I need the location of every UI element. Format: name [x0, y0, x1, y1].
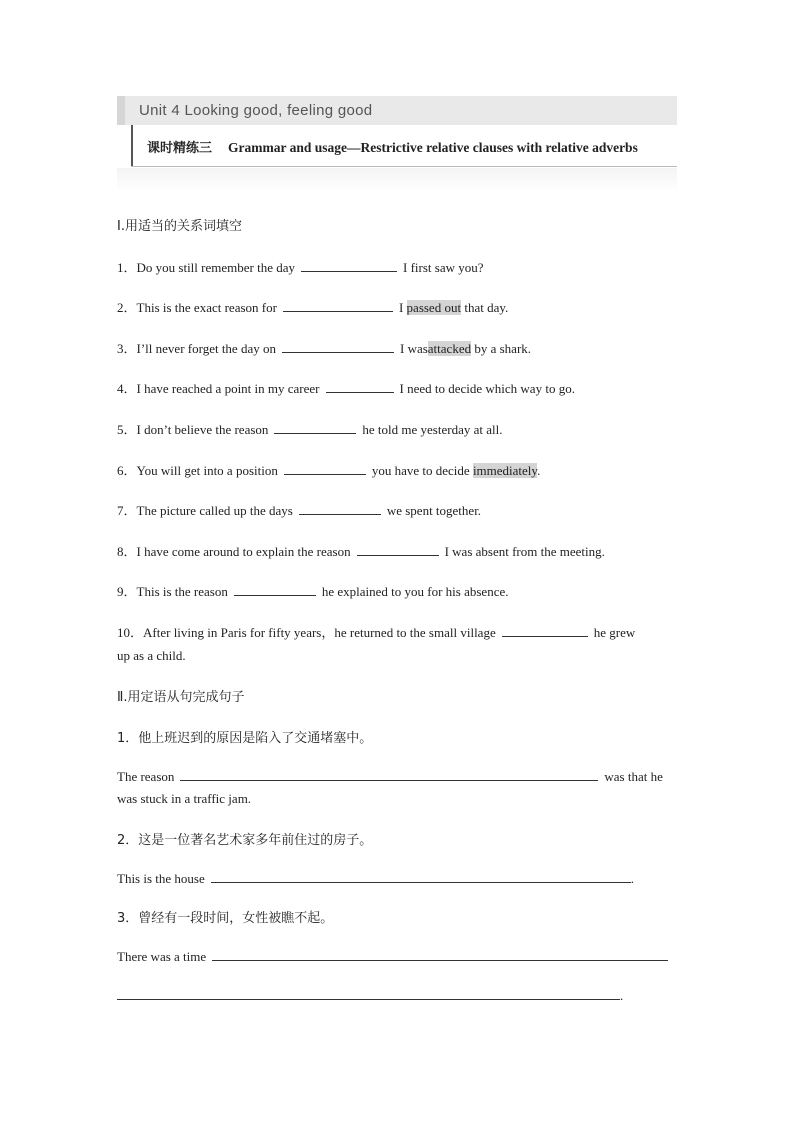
answer-blank[interactable]	[326, 379, 394, 393]
question-text: This is the exact reason for	[136, 300, 277, 315]
question-number: 3．	[117, 341, 137, 356]
answer-blank[interactable]	[212, 947, 668, 961]
question-text: he grew	[593, 625, 636, 640]
answer-tail: .	[630, 871, 634, 886]
answer-lead: This is the house	[117, 871, 205, 886]
highlighted-phrase: attacked	[427, 341, 472, 356]
answer-blank[interactable]	[234, 582, 316, 596]
question-1-10-continued: up as a child.	[117, 648, 186, 663]
question-text: I	[398, 300, 404, 315]
question-2-2-prompt	[117, 829, 372, 848]
unit-title: Unit 4 Looking good, feeling good	[139, 102, 373, 119]
question-1-3	[117, 338, 531, 357]
answer-blank[interactable]	[301, 258, 397, 272]
question-text: I don’t believe the reason	[136, 422, 269, 437]
highlighted-phrase: passed out	[406, 300, 462, 315]
answer-blank[interactable]	[117, 986, 620, 1000]
question-number: 3．	[117, 911, 139, 926]
chinese-prompt: 曾经有一段时间，女性被瞧不起。	[138, 911, 334, 926]
question-text: You will get into a position	[136, 463, 278, 478]
question-1-5	[117, 419, 502, 438]
highlighted-phrase: immediately	[472, 463, 538, 478]
question-1-7	[117, 500, 481, 519]
lesson-title-cn: 课时精练三	[147, 141, 213, 156]
question-1-2	[117, 297, 508, 316]
question-2-3-answer	[117, 947, 668, 965]
question-1-8	[117, 541, 605, 560]
question-text: he told me yesterday at all.	[362, 422, 503, 437]
chinese-prompt: 他上班迟到的原因是陷入了交通堵塞中。	[138, 731, 373, 746]
header-shadow	[117, 168, 677, 192]
question-text: I have reached a point in my career	[136, 381, 320, 396]
question-1-1	[117, 257, 484, 276]
question-number: 5．	[117, 422, 137, 437]
question-number: 2．	[117, 300, 137, 315]
question-text: After living in Paris for fifty years，he returned to the small village	[143, 625, 496, 640]
question-text: we spent together.	[386, 503, 482, 518]
question-number: 9．	[117, 584, 137, 599]
question-text: you have to decide	[371, 463, 470, 478]
section-1-title: Ⅰ.用适当的关系词填空	[117, 219, 242, 234]
question-number: 1．	[117, 260, 137, 275]
question-text: he explained to you for his absence.	[321, 584, 509, 599]
header-accent-bar	[117, 96, 125, 125]
answer-blank[interactable]	[283, 298, 393, 312]
answer-tail: was that he	[604, 769, 663, 784]
answer-blank[interactable]	[274, 420, 356, 434]
question-2-1-answer	[117, 767, 663, 785]
question-text: I was absent from the meeting.	[444, 544, 605, 559]
question-text: Do you still remember the day	[136, 260, 296, 275]
question-text: that day.	[464, 300, 509, 315]
question-2-3-answer-line-2	[117, 986, 623, 1004]
question-text: I first saw you?	[403, 260, 484, 275]
header-divider-vertical	[131, 125, 133, 166]
answer-lead: The reason	[117, 769, 175, 784]
question-1-4	[117, 378, 575, 397]
answer-tail: .	[620, 988, 624, 1003]
question-number: 10．	[117, 625, 144, 640]
question-text: The picture called up the days	[136, 503, 293, 518]
answer-lead: There was a time	[117, 949, 207, 964]
question-text: I need to decide which way to go.	[399, 381, 575, 396]
question-2-2-answer	[117, 869, 634, 887]
question-1-9	[117, 581, 509, 600]
question-text: I’ll never forget the day on	[136, 341, 276, 356]
question-number: 2．	[117, 833, 139, 848]
question-text: I have come around to explain the reason	[136, 544, 351, 559]
question-text: by a shark.	[474, 341, 532, 356]
unit-header	[117, 96, 677, 193]
lesson-title	[147, 137, 638, 156]
answer-blank[interactable]	[299, 501, 381, 515]
question-2-1-prompt	[117, 727, 372, 746]
question-2-1-continued: was stuck in a traffic jam.	[117, 791, 252, 806]
section-2-title: Ⅱ.用定语从句完成句子	[117, 690, 245, 705]
question-text: I was	[399, 341, 428, 356]
question-text: .	[537, 463, 541, 478]
question-number: 1．	[117, 731, 139, 746]
question-2-3-prompt	[117, 907, 333, 926]
question-text: This is the reason	[136, 584, 228, 599]
question-1-6	[117, 460, 540, 479]
question-number: 4．	[117, 381, 137, 396]
answer-blank[interactable]	[284, 461, 366, 475]
header-divider-horizontal	[131, 166, 677, 167]
answer-blank[interactable]	[282, 339, 394, 353]
question-number: 8．	[117, 544, 137, 559]
answer-blank[interactable]	[357, 542, 439, 556]
answer-blank[interactable]	[180, 767, 598, 781]
question-number: 6．	[117, 463, 137, 478]
question-number: 7．	[117, 503, 137, 518]
question-1-10	[117, 622, 635, 641]
answer-blank[interactable]	[502, 623, 588, 637]
chinese-prompt: 这是一位著名艺术家多年前住过的房子。	[138, 833, 373, 848]
lesson-title-en: Grammar and usage—Restrictive relative clauses with relative adverbs	[228, 140, 638, 155]
answer-blank[interactable]	[211, 869, 631, 883]
